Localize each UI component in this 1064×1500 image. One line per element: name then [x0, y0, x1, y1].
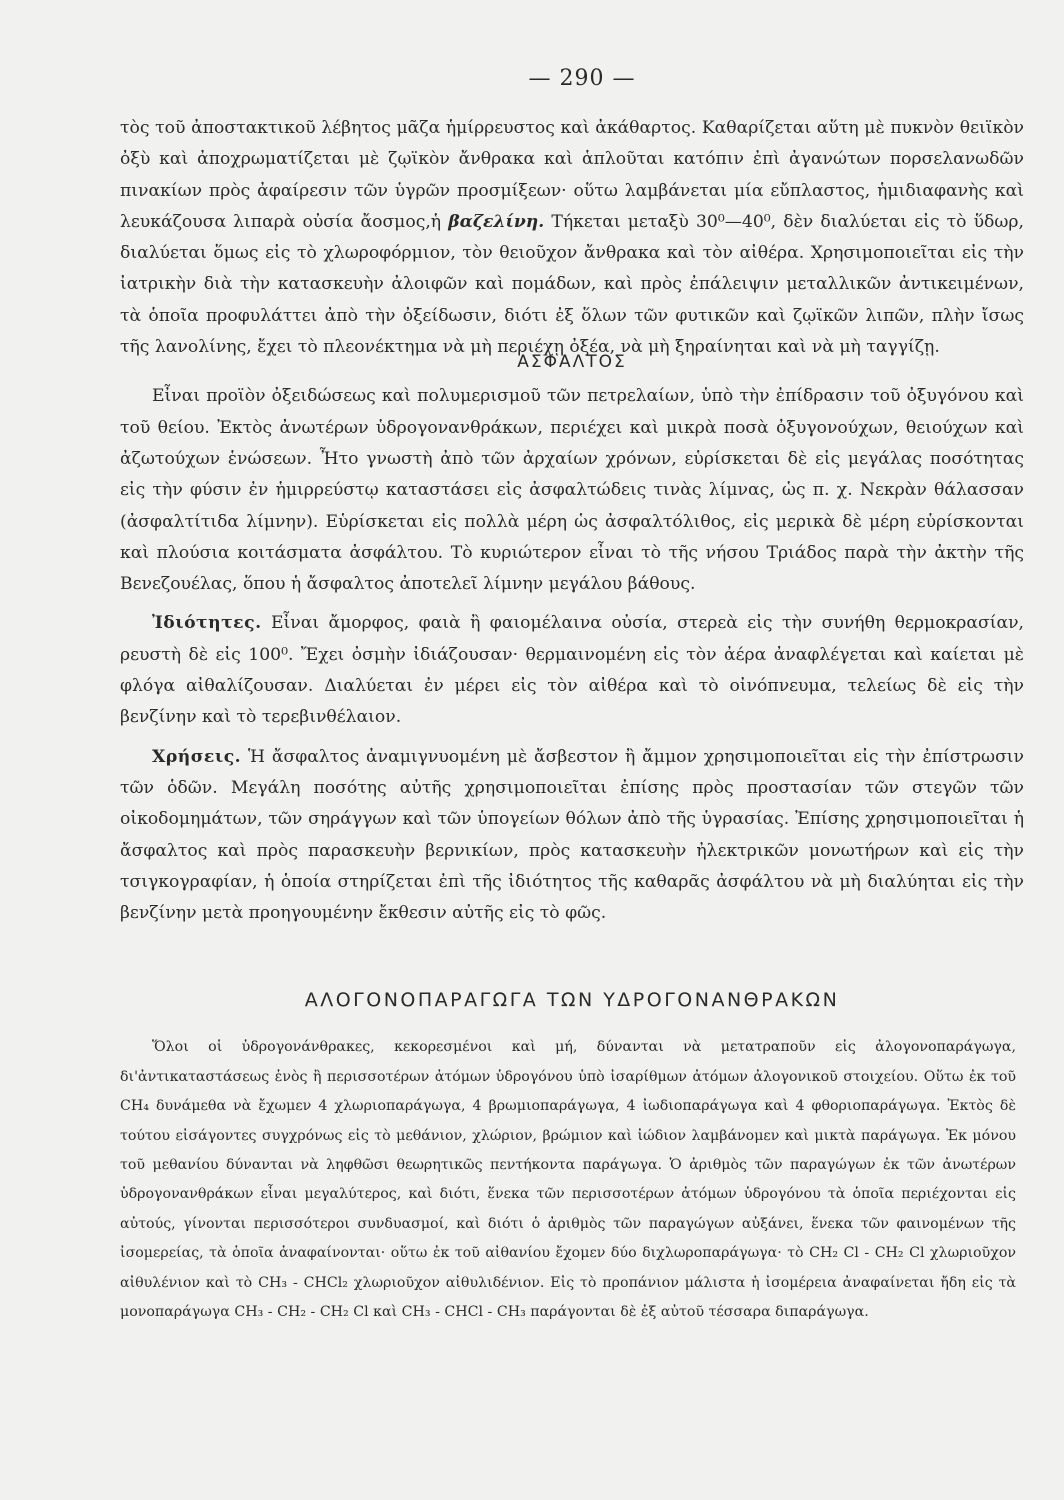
- properties-text: Εἶναι ἄμορφος, φαιὰ ἢ φαιομέλαινα οὐσία, στερεὰ εἰς τὴν συνήθη θερμοκρασίαν, ρευστὴ δὲ εἰς 100⁰. Ἔχει ὀσμὴν ἰδιάζουσαν· θερμαινομένη εἰς τὸν ἀέρα ἀναφλέγεται καὶ καίεται μὲ φλόγα αἰθαλίζουσαν. Διαλύεται ἐν μέρει εἰς τὸν αἰθέρα καὶ τὸ οἰνόπνευμα, τελείως δὲ εἰς τὴν βενζίνην καὶ τὸ τερεβινθέλαιον.: [120, 613, 1024, 728]
- vaseline-term: βαζελίνη.: [448, 211, 545, 232]
- paraffin-text-end: Τήκεται μεταξὺ 30⁰—40⁰, δὲν διαλύεται εἰς τὸ ὕδωρ, διαλύεται ὅμως εἰς τὸ χλωροφόρμιον, τὸν θειοῦχον ἄνθρακα καὶ τὸν αἰθέρα. Χρησιμοποιεῖται εἰς τὴν ἰατρικὴν διὰ τὴν κατασκευὴν ἀλοιφῶν καὶ πομάδων, καὶ πρὸς ἐπάλειψιν μεταλλικῶν ἀντικειμένων, τὰ ὁποῖα προφυλάττει ἀπὸ τὴν ὀξείδωσιν, διότι ἐξ ὅλων τῶν φυτικῶν καὶ ζῳϊκῶν λιπῶν, πλὴν ἴσως τῆς λανολίνης, ἔχει τὸ πλεονέκτημα νὰ μὴ περιέχῃ ὀξέα, νὰ μὴ ξηραίνηται καὶ νὰ μὴ ταγγίζῃ.: [120, 211, 1024, 358]
- uses-text: Ἡ ἄσφαλτος ἀναμιγνυομένη μὲ ἄσβεστον ἢ ἄμμον χρησιμοποιεῖται εἰς τὴν ἐπίστρωσιν τῶν ὁδῶν. Μεγάλη ποσότης αὐτῆς χρησιμοποιεῖται ἐπίσης πρὸς προστασίαν τῶν στεγῶν τῶν οἰκοδομημάτων, τῶν σηράγγων καὶ τῶν ὑπογείων θόλων ἀπὸ τῆς ὑγρασίας. Ἐπίσης χρησιμοποιεῖται ἡ ἄσφαλτος καὶ πρὸς παρασκευὴν βερνικίων, πρὸς κατασκευὴν ἠλεκτρικῶν μονωτήρων καὶ εἰς τὴν τσιγκογραφίαν, ἡ ὁποία στηρίζεται ἐπὶ τῆς ἰδιότητος τῆς καθαρᾶς ἀσφάλτου νὰ μὴ διαλύηται εἰς τὴν βενζίνην μετὰ προηγουμένην ἔκθεσιν αὐτῆς εἰς τὸ φῶς.: [120, 746, 1024, 924]
- asphalt-intro: Εἶναι προϊὸν ὀξειδώσεως καὶ πολυμερισμοῦ τῶν πετρελαίων, ὑπὸ τὴν ἐπίδρασιν τοῦ ὀξυγόνου καὶ τοῦ θείου. Ἐκτὸς ἀνωτέρων ὑδρογονανθράκων, περιέχει καὶ μικρὰ ποσὰ ὀξυγονούχων, θειούχων καὶ ἀζωτούχων ἑνώσεων. Ἦτο γνωστὴ ἀπὸ τῶν ἀρχαίων χρόνων, εὑρίσκεται δὲ εἰς μεγάλας ποσότητας εἰς τὴν φύσιν ἐν ἡμιρρεύστῳ καταστάσει εἰς ἀσφαλτώδεις τινὰς λίμνας, ὡς π. χ. Νεκρὰν θάλασσαν (ἀσφαλτίτιδα λίμνην). Εὑρίσκεται εἰς πολλὰ μέρη ὡς ἀσφαλτόλιθος, εἰς μερικὰ δὲ μέρη εὑρίσκονται καὶ πλούσια κοιτάσματα ἀσφάλτου. Τὸ κυριώτερον εἶναι τὸ τῆς νήσου Τριάδος παρὰ τὴν ἀκτὴν τῆς Βενεζουέλας, ὅπου ἡ ἄσφαλτος ἀποτελεῖ λίμνην μεγάλου βάθους.: [120, 386, 1024, 595]
- paraffin-paragraph: [120, 113, 1024, 363]
- page-number: — 290 —: [528, 66, 636, 91]
- paragraph-gap: [120, 600, 1024, 608]
- asphalt-uses: [120, 742, 1024, 930]
- halogen-derivatives-heading: ΑΛΟΓΟΝΟΠΑΡΑΓΩΓΑ ΤΩΝ ΥΔΡΟΓΟΝΑΝΘΡΑΚΩΝ: [304, 989, 840, 1012]
- asphalt-properties: [120, 608, 1024, 733]
- paragraph-gap: [120, 734, 1024, 742]
- halogen-derivatives-text: Ὅλοι οἱ ὑδρογονάνθρακες, κεκορεσμένοι καὶ μή, δύνανται νὰ μετατραποῦν εἰς ἀλογονοπαράγωγα, δι'ἀντικαταστάσεως ἑνὸς ἢ περισσοτέρων ἀτόμων ὑδρογόνου ὑπὸ ἰσαρίθμων ἀτόμων ἀλογονικοῦ στοιχείου. Οὕτω ἐκ τοῦ CH₄ δυνάμεθα νὰ ἔχωμεν 4 χλωριοπαράγωγα, 4 βρωμιοπαράγωγα, 4 ἰωδιοπαράγωγα καὶ 4 φθοριοπαράγωγα. Ἐκτὸς δὲ τούτου εἰσάγοντες συγχρόνως εἰς τὸ μεθάνιον, χλώριον, βρώμιον καὶ ἰώδιον λαμβάνομεν καὶ μικτὰ παράγωγα. Ἐκ μόνου τοῦ μεθανίου δύνανται νὰ ληφθῶσι θεωρητικῶς πεντήκοντα παράγωγα. Ὁ ἀριθμὸς τῶν παραγώγων ἐκ τῶν ἀνωτέρων ὑδρογονανθράκων εἶναι μεγαλύτερος, καὶ διότι, ἕνεκα τῶν περισσοτέρων ἀτόμων ὑδρογόνου τὰ ὁποῖα περιέχονται εἰς αὐτούς, γίνονται περισσότεροι συνδυασμοί, καὶ διότι ὁ ἀριθμὸς τῶν παραγώγων αὐξάνει, ἕνεκα τῶν φαινομένων τῆς ἰσομερείας, τὰ ὁποῖα ἀναφαίνονται· οὕτω ἐκ τοῦ αἰθανίου ἔχομεν δύο διχλωροπαράγωγα· τὸ CH₂ Cl - CH₂ Cl χλωριοῦχον αἰθυλένιον καὶ τὸ CH₃ - CHCl₂ χλωριοῦχον αἰθυλιδένιον. Εἰς τὸ προπάνιον μάλιστα ἡ ἰσομέρεια ἀναφαίνεται ἤδη εἰς τὰ μονοπαράγωγα CH₃ - CH₂ - CH₂ Cl καὶ CH₃ - CHCl - CH₃ παράγονται δὲ ἐξ αὐτοῦ τέσσαρα διπαράγωγα.: [120, 1039, 1016, 1321]
- properties-label: Ἰδιότητες.: [152, 613, 262, 634]
- asphalt-heading: ΑΣΦΑΛΤΟΣ: [517, 352, 627, 373]
- uses-label: Χρήσεις.: [152, 746, 242, 767]
- paraffin-text-start: τὸς τοῦ ἀποστακτικοῦ λέβητος μᾶζα ἡμίρρευστος καὶ ἀκάθαρτος. Καθαρίζεται αὕτη μὲ πυκνὸν θειϊκὸν ὀξὺ καὶ ἀποχρωματίζεται μὲ ζῳϊκὸν ἄνθρακα καὶ ἁπλοῦται κατόπιν ἐπὶ ἀγανώτων πορσελανωδῶν πινακίων πρὸς ἀφαίρεσιν τῶν ὑγρῶν προσμίξεων· οὕτω λαμβάνεται μία εὔπλαστος, ἡμιδιαφανὴς καὶ λευκάζουσα λιπαρὰ οὐσία ἄοσμος,ἡ: [120, 118, 1024, 232]
